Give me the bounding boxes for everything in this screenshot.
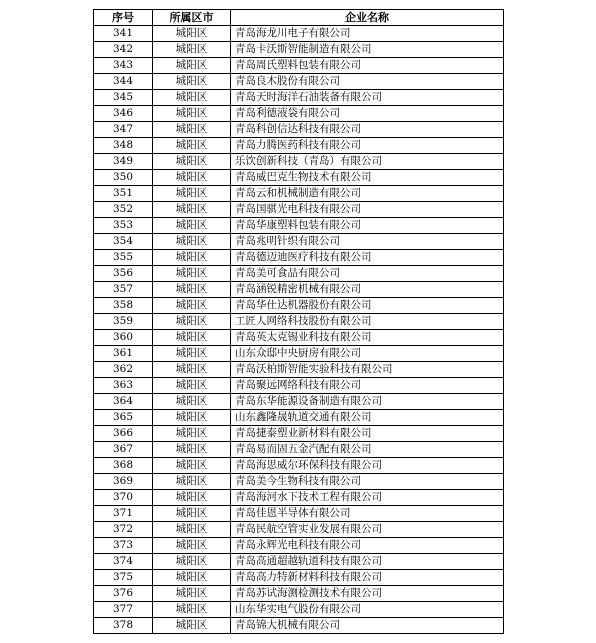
serial-number-cell: 353 xyxy=(94,218,153,234)
table-row xyxy=(94,218,504,234)
company-name-cell: 青岛云和机械制造有限公司 xyxy=(231,186,504,202)
company-name-cell: 青岛锦大机械有限公司 xyxy=(231,618,504,634)
company-name-cell: 山东鑫隆晟轨道交通有限公司 xyxy=(231,410,504,426)
serial-number-cell: 369 xyxy=(94,474,153,490)
header-row xyxy=(94,10,504,26)
district-cell: 城阳区 xyxy=(153,538,231,554)
serial-number-cell: 370 xyxy=(94,490,153,506)
district-cell: 城阳区 xyxy=(153,106,231,122)
serial-number-cell: 341 xyxy=(94,26,153,42)
district-cell: 城阳区 xyxy=(153,266,231,282)
district-cell: 城阳区 xyxy=(153,74,231,90)
company-name-cell: 山东华实电气股份有限公司 xyxy=(231,602,504,618)
serial-number-cell: 348 xyxy=(94,138,153,154)
serial-number-cell: 374 xyxy=(94,554,153,570)
company-name-cell: 青岛佳恩半导体有限公司 xyxy=(231,506,504,522)
company-name-cell: 青岛良木股份有限公司 xyxy=(231,74,504,90)
district-cell: 城阳区 xyxy=(153,298,231,314)
table-row xyxy=(94,618,504,634)
district-cell: 城阳区 xyxy=(153,90,231,106)
company-name-cell: 青岛利德液袋有限公司 xyxy=(231,106,504,122)
company-name-cell: 青岛易而固五金汽配有限公司 xyxy=(231,442,504,458)
table-row xyxy=(94,90,504,106)
district-cell: 城阳区 xyxy=(153,474,231,490)
company-name-cell: 青岛华康塑料包装有限公司 xyxy=(231,218,504,234)
serial-number-cell: 349 xyxy=(94,154,153,170)
district-cell: 城阳区 xyxy=(153,458,231,474)
serial-number-cell: 347 xyxy=(94,122,153,138)
district-cell: 城阳区 xyxy=(153,58,231,74)
district-cell: 城阳区 xyxy=(153,138,231,154)
serial-number-cell: 362 xyxy=(94,362,153,378)
company-list-table xyxy=(93,9,504,634)
company-name-cell: 青岛威巴克生物技术有限公司 xyxy=(231,170,504,186)
district-cell: 城阳区 xyxy=(153,122,231,138)
company-name-cell: 青岛东华能源设备制造有限公司 xyxy=(231,394,504,410)
district-cell: 城阳区 xyxy=(153,202,231,218)
serial-number-cell: 364 xyxy=(94,394,153,410)
district-cell: 城阳区 xyxy=(153,618,231,634)
serial-number-cell: 378 xyxy=(94,618,153,634)
district-cell: 城阳区 xyxy=(153,346,231,362)
table-row xyxy=(94,346,504,362)
header-serial-number: 序号 xyxy=(94,10,153,26)
company-name-cell: 青岛沃柏斯智能实验科技有限公司 xyxy=(231,362,504,378)
serial-number-cell: 354 xyxy=(94,234,153,250)
district-cell: 城阳区 xyxy=(153,490,231,506)
district-cell: 城阳区 xyxy=(153,378,231,394)
serial-number-cell: 346 xyxy=(94,106,153,122)
table-row xyxy=(94,234,504,250)
serial-number-cell: 345 xyxy=(94,90,153,106)
serial-number-cell: 375 xyxy=(94,570,153,586)
company-name-cell: 青岛高通超越轨道科技有限公司 xyxy=(231,554,504,570)
table-row xyxy=(94,554,504,570)
district-cell: 城阳区 xyxy=(153,250,231,266)
district-cell: 城阳区 xyxy=(153,154,231,170)
district-cell: 城阳区 xyxy=(153,554,231,570)
table-header xyxy=(94,10,504,26)
table-row xyxy=(94,138,504,154)
table-row xyxy=(94,426,504,442)
table-row xyxy=(94,474,504,490)
table-row xyxy=(94,42,504,58)
company-name-cell: 乐饮创新科技（青岛）有限公司 xyxy=(231,154,504,170)
serial-number-cell: 371 xyxy=(94,506,153,522)
company-name-cell: 青岛科创信达科技有限公司 xyxy=(231,122,504,138)
table-row xyxy=(94,122,504,138)
table-row xyxy=(94,570,504,586)
serial-number-cell: 358 xyxy=(94,298,153,314)
district-cell: 城阳区 xyxy=(153,442,231,458)
table-row xyxy=(94,458,504,474)
company-name-cell: 青岛卡沃斯智能制造有限公司 xyxy=(231,42,504,58)
table-row xyxy=(94,490,504,506)
table-row xyxy=(94,298,504,314)
district-cell: 城阳区 xyxy=(153,586,231,602)
table-row xyxy=(94,106,504,122)
serial-number-cell: 356 xyxy=(94,266,153,282)
table-row xyxy=(94,394,504,410)
table-row xyxy=(94,74,504,90)
district-cell: 城阳区 xyxy=(153,522,231,538)
table-row xyxy=(94,330,504,346)
company-name-cell: 青岛捷泰塑业新材料有限公司 xyxy=(231,426,504,442)
serial-number-cell: 373 xyxy=(94,538,153,554)
header-company-name: 企业名称 xyxy=(231,10,504,26)
company-name-cell: 青岛涵锐精密机械有限公司 xyxy=(231,282,504,298)
header-district: 所属区市 xyxy=(153,10,231,26)
serial-number-cell: 372 xyxy=(94,522,153,538)
company-name-cell: 青岛民航空管实业发展有限公司 xyxy=(231,522,504,538)
table-row xyxy=(94,282,504,298)
company-name-cell: 青岛聚远网络科技有限公司 xyxy=(231,378,504,394)
table-row xyxy=(94,170,504,186)
district-cell: 城阳区 xyxy=(153,170,231,186)
district-cell: 城阳区 xyxy=(153,426,231,442)
company-name-cell: 青岛高力特新材料科技有限公司 xyxy=(231,570,504,586)
serial-number-cell: 361 xyxy=(94,346,153,362)
company-name-cell: 青岛海河水下技术工程有限公司 xyxy=(231,490,504,506)
district-cell: 城阳区 xyxy=(153,186,231,202)
district-cell: 城阳区 xyxy=(153,330,231,346)
table-row xyxy=(94,410,504,426)
table-row xyxy=(94,250,504,266)
table-row xyxy=(94,202,504,218)
table-row xyxy=(94,378,504,394)
company-name-cell: 青岛德迈迪医疗科技有限公司 xyxy=(231,250,504,266)
table-row xyxy=(94,186,504,202)
serial-number-cell: 355 xyxy=(94,250,153,266)
company-name-cell: 山东众邸中央厨房有限公司 xyxy=(231,346,504,362)
serial-number-cell: 343 xyxy=(94,58,153,74)
serial-number-cell: 363 xyxy=(94,378,153,394)
company-name-cell: 工匠人网络科技股份有限公司 xyxy=(231,314,504,330)
company-name-cell: 青岛周氏塑料包装有限公司 xyxy=(231,58,504,74)
serial-number-cell: 350 xyxy=(94,170,153,186)
district-cell: 城阳区 xyxy=(153,570,231,586)
serial-number-cell: 344 xyxy=(94,74,153,90)
table-row xyxy=(94,314,504,330)
table-row xyxy=(94,442,504,458)
table-body xyxy=(94,26,504,634)
company-name-cell: 青岛永辉光电科技有限公司 xyxy=(231,538,504,554)
table-row xyxy=(94,58,504,74)
serial-number-cell: 368 xyxy=(94,458,153,474)
company-name-cell: 青岛海龙川电子有限公司 xyxy=(231,26,504,42)
company-name-cell: 青岛华仕达机器股份有限公司 xyxy=(231,298,504,314)
serial-number-cell: 342 xyxy=(94,42,153,58)
district-cell: 城阳区 xyxy=(153,506,231,522)
table-row xyxy=(94,266,504,282)
district-cell: 城阳区 xyxy=(153,218,231,234)
serial-number-cell: 357 xyxy=(94,282,153,298)
district-cell: 城阳区 xyxy=(153,26,231,42)
serial-number-cell: 365 xyxy=(94,410,153,426)
table-row xyxy=(94,522,504,538)
district-cell: 城阳区 xyxy=(153,394,231,410)
company-name-cell: 青岛天时海洋石油装备有限公司 xyxy=(231,90,504,106)
district-cell: 城阳区 xyxy=(153,234,231,250)
table-row xyxy=(94,154,504,170)
district-cell: 城阳区 xyxy=(153,602,231,618)
serial-number-cell: 352 xyxy=(94,202,153,218)
table-row xyxy=(94,586,504,602)
table-row xyxy=(94,602,504,618)
company-name-cell: 青岛苏试海测检测技术有限公司 xyxy=(231,586,504,602)
company-name-cell: 青岛海思威尔环保科技有限公司 xyxy=(231,458,504,474)
serial-number-cell: 367 xyxy=(94,442,153,458)
company-name-cell: 青岛兆明针织有限公司 xyxy=(231,234,504,250)
serial-number-cell: 366 xyxy=(94,426,153,442)
company-name-cell: 青岛力腾医药科技有限公司 xyxy=(231,138,504,154)
district-cell: 城阳区 xyxy=(153,42,231,58)
district-cell: 城阳区 xyxy=(153,314,231,330)
table-row xyxy=(94,538,504,554)
serial-number-cell: 376 xyxy=(94,586,153,602)
serial-number-cell: 359 xyxy=(94,314,153,330)
serial-number-cell: 360 xyxy=(94,330,153,346)
company-name-cell: 青岛英太克锡业科技有限公司 xyxy=(231,330,504,346)
company-name-cell: 青岛美今生物科技有限公司 xyxy=(231,474,504,490)
serial-number-cell: 377 xyxy=(94,602,153,618)
district-cell: 城阳区 xyxy=(153,282,231,298)
company-name-cell: 青岛国骐光电科技有限公司 xyxy=(231,202,504,218)
district-cell: 城阳区 xyxy=(153,362,231,378)
company-name-cell: 青岛美可食品有限公司 xyxy=(231,266,504,282)
table-row xyxy=(94,506,504,522)
serial-number-cell: 351 xyxy=(94,186,153,202)
district-cell: 城阳区 xyxy=(153,410,231,426)
table-row xyxy=(94,362,504,378)
table-row xyxy=(94,26,504,42)
